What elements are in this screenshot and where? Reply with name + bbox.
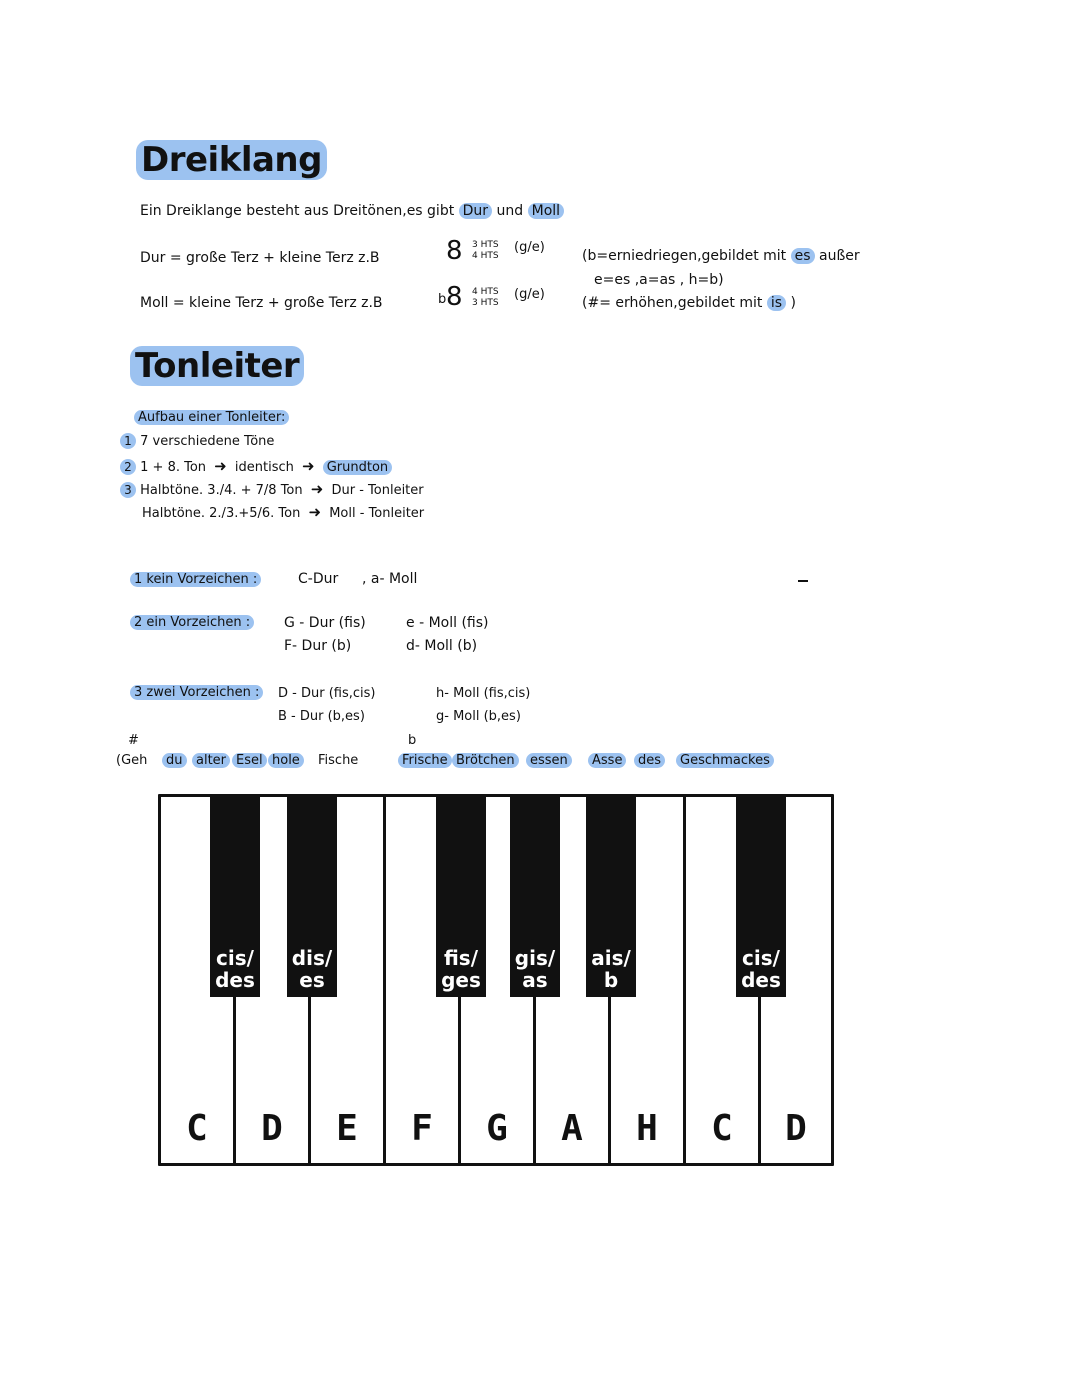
arrow-right-icon: ➜ [308, 503, 322, 521]
white-key: G [461, 797, 536, 1163]
mnemonic-word: Esel [232, 753, 267, 768]
white-key: D [785, 1108, 807, 1149]
piano-keyboard [158, 794, 834, 1166]
black-key: cis/ des [210, 797, 260, 997]
moll-hts: 4 HTS 3 HTS [472, 287, 499, 308]
tonleiter-title: Tonleiter [130, 346, 304, 386]
vorzeichen-1-label: 1 kein Vorzeichen : [130, 572, 261, 587]
dreiklang-title: Dreiklang [136, 140, 327, 180]
mnemonic-word: Fische [318, 753, 359, 768]
mnemonic-word: des [634, 753, 665, 768]
mnemonic-word: Geschmackes [676, 753, 774, 768]
arrow-right-icon: ➜ [302, 457, 315, 475]
white-key: E [311, 797, 386, 1163]
list-item: 3 Halbtöne. 3./4. + 7/8 Ton ➜ Dur - Tonleiter [120, 480, 424, 498]
arrow-right-icon: ➜ [214, 457, 227, 475]
vorzeichen-1-dur: C-Dur [298, 571, 339, 587]
white-key: D [236, 797, 311, 1163]
moll-flat-sign: b [438, 292, 447, 307]
black-key: fis/ ges [436, 797, 486, 997]
note-flat: (b=erniedriegen,gebildet mit es außer [582, 248, 860, 264]
flat-sign: b [408, 733, 417, 748]
vorzeichen-3-dur-2: B - Dur (b,es) [278, 709, 365, 724]
white-key: A [536, 797, 611, 1163]
vorzeichen-2-moll-1: e - Moll (fis) [406, 615, 489, 631]
list-item: Halbtöne. 2./3.+5/6. Ton ➜ Moll - Tonleiter [142, 503, 425, 521]
vorzeichen-2-dur-1: G - Dur (fis) [284, 615, 366, 631]
moll-formula: Moll = kleine Terz + große Terz z.B [140, 295, 383, 311]
mnemonic-word: Brötchen [452, 753, 519, 768]
white-key: H [611, 797, 686, 1163]
aufbau-heading: Aufbau einer Tonleiter: [134, 410, 289, 425]
dreiklang-intro: Ein Dreiklange besteht aus Dreitönen,es gibt Dur und Moll [140, 203, 564, 219]
moll-chord-notes: 8 [446, 282, 463, 312]
mnemonic-word: Frische [398, 753, 452, 768]
vorzeichen-2-dur-2: F- Dur (b) [284, 638, 352, 654]
dur-paren: (g/e) [514, 240, 545, 255]
white-key: C [686, 797, 761, 1163]
mnemonic-word: Asse [588, 753, 626, 768]
dur-hts: 3 HTS 4 HTS [472, 240, 499, 261]
mnemonic-word: (Geh [116, 753, 148, 768]
vorzeichen-2-label: 2 ein Vorzeichen : [130, 615, 254, 630]
mnemonic-word: essen [526, 753, 572, 768]
vorzeichen-3-moll-1: h- Moll (fis,cis) [436, 686, 531, 701]
dur-chord-notes: 8 [446, 236, 463, 266]
note-flat-examples: e=es ,a=as , h=b) [594, 272, 724, 288]
vorzeichen-3-label: 3 zwei Vorzeichen : [130, 685, 263, 700]
vorzeichen-3-moll-2: g- Moll (b,es) [436, 709, 521, 724]
mnemonic-word: alter [192, 753, 230, 768]
dur-formula: Dur = große Terz + kleine Terz z.B [140, 250, 380, 266]
stray-mark [798, 580, 808, 582]
white-key: F [386, 797, 461, 1163]
sharp-sign: # [128, 733, 139, 748]
list-item: 2 1 + 8. Ton ➜ identisch ➜ Grundton [120, 457, 392, 475]
vorzeichen-2-moll-2: d- Moll (b) [406, 638, 478, 654]
arrow-right-icon: ➜ [310, 480, 324, 498]
black-key: ais/ b [586, 797, 636, 997]
vorzeichen-3-dur-1: D - Dur (fis,cis) [278, 686, 376, 701]
note-sharp: (#= erhöhen,gebildet mit is ) [582, 295, 796, 311]
mnemonic-word: hole [268, 753, 304, 768]
mnemonic-word: du [162, 753, 187, 768]
list-item: 1 7 verschiedene Töne [120, 433, 274, 449]
moll-paren: (g/e) [514, 287, 545, 302]
black-key: gis/ as [510, 797, 560, 997]
vorzeichen-1-moll: , a- Moll [362, 571, 418, 587]
white-key: C [161, 797, 236, 1163]
black-key: cis/ des [736, 797, 786, 997]
black-key: dis/ es [287, 797, 337, 997]
